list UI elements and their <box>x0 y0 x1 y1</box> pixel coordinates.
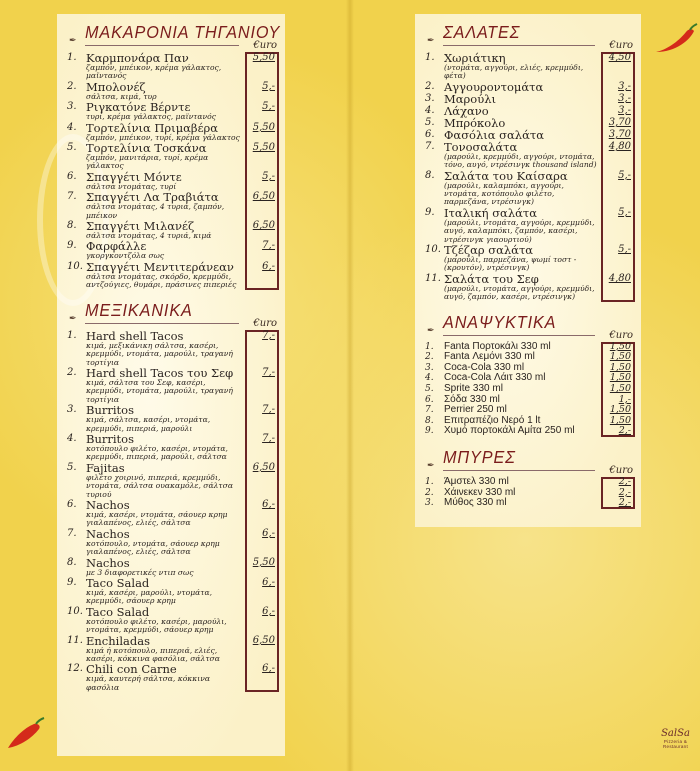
item-price: 1,50 <box>609 361 631 373</box>
menu-item <box>57 462 285 499</box>
section-title: ΜΑΚΑΡΟΝΙΑ ΤΗΓΑΝΙΟΥ <box>85 22 281 42</box>
item-price: 1,- <box>618 393 631 405</box>
item-price: 5,50 <box>252 142 275 154</box>
item-number: 3. <box>425 92 435 104</box>
item-price: 5,- <box>618 169 631 181</box>
item-price: 2,- <box>618 486 631 498</box>
item-number: 3. <box>67 404 77 416</box>
section-title: ΣΑΛΑΤΕΣ <box>443 22 521 42</box>
item-name: Ιταλική σαλάτα <box>444 205 537 220</box>
item-price: 7,- <box>262 240 275 252</box>
item-number: 6. <box>67 170 77 182</box>
menu-item <box>415 105 641 117</box>
item-number: 4. <box>425 104 435 116</box>
item-number: 2. <box>67 80 77 92</box>
pen-icon: ✒ <box>69 313 77 324</box>
item-description: κοτόπουλο φιλέτο, κασέρι, ντομάτα, κρεμμύδι, πιπεριά, μαρούλι, σάλτσα <box>86 443 228 462</box>
item-price: 7,- <box>262 404 275 416</box>
item-price: 3,- <box>618 92 631 104</box>
item-name: Coca-Cola 330 ml <box>444 361 525 373</box>
item-number: 2. <box>67 366 77 378</box>
item-price: 1,50 <box>609 372 631 384</box>
item-description: φιλέτο χοιρινό, πιπεριά, κρεμμύδι, ντομάτα, σάλτσα ουακαμόλε, σάλτσα τυριού <box>86 472 233 499</box>
item-number: 3. <box>425 362 434 373</box>
item-name: Taco Salad <box>86 576 150 590</box>
item-price: 1,50 <box>609 340 631 352</box>
item-price: 6,- <box>262 260 275 272</box>
menu-item <box>57 367 285 404</box>
item-price: 6,- <box>262 605 275 617</box>
item-description: σάλτσα, κιμά, τυρ <box>86 91 157 101</box>
divider <box>443 335 595 336</box>
item-name: Chili con Carne <box>86 662 177 677</box>
item-price: 5,- <box>262 170 275 182</box>
item-price: 2,- <box>618 497 631 509</box>
item-description: ζαμπόν, μανιτάρια, τυρί, κρέμα γάλακτος <box>86 153 209 171</box>
menu-item <box>57 528 285 557</box>
item-price: 5,50 <box>252 52 275 63</box>
item-name: Σπαγγέτι Μεντιτεράνεαν <box>86 259 234 274</box>
item-name: Μύθος 330 ml <box>444 497 507 509</box>
item-price: 6,- <box>262 498 275 510</box>
item-description: κιμά, σάλτσα, κασέρι, ντομάτα, κρεμμύδι, πιπεριά, μαρούλι <box>86 415 211 433</box>
menu-item <box>57 171 285 191</box>
item-name: Fajitas <box>86 460 125 475</box>
item-number: 1. <box>67 52 77 63</box>
section-header <box>57 22 285 52</box>
item-name: Τζέζαρ σαλάτα <box>444 243 534 258</box>
item-name: Χάινεκεν 330 ml <box>444 486 516 498</box>
menu-list <box>415 342 641 437</box>
menu-item <box>415 81 641 93</box>
pen-icon: ✒ <box>427 461 435 472</box>
item-name: Καρμπονάρα Παν <box>86 51 189 65</box>
menu-item <box>57 330 285 367</box>
item-name: Χωριάτικη <box>444 51 506 65</box>
item-name: Fanta Λεμόνι 330 ml <box>444 351 535 363</box>
item-description: κοτόπουλο φιλέτο, κασέρι, μαρούλι, ντομάτα, κρεμμύδι, σάουερ κρημ <box>86 616 227 635</box>
item-name: Άμστελ 330 ml <box>444 476 509 488</box>
item-description: (μαρούλι, κρεμμύδι, αγγούρι, ντομάτα, τόνο, αυγό, ντρέσινγκ thousand island) <box>444 151 597 170</box>
item-description: γκοργκοντζόλα σως <box>86 251 165 261</box>
item-price: 5,50 <box>252 556 275 568</box>
item-description: κιμά, κασέρι, ντομάτα, σάουερ κρημ γιαλαπένος, ελιές, σάλτσα <box>86 509 228 528</box>
section-header <box>415 22 641 52</box>
item-number: 10. <box>67 260 83 272</box>
item-name: Hard shell Tacos του Σεφ <box>86 365 234 380</box>
item-name: Ριγκατόνε Βέρντε <box>86 100 191 115</box>
item-description: σάλτσα ντομάτας, 4 τυριά, ζαμπόν, μπέικον <box>86 202 225 220</box>
item-name: Nachos <box>86 497 130 512</box>
logo-name: SalSa <box>661 728 690 739</box>
chili-pepper-icon <box>652 22 698 56</box>
menu-item <box>57 101 285 121</box>
item-price: 4,80 <box>608 272 631 284</box>
divider <box>443 470 595 471</box>
menu-item <box>57 240 285 260</box>
item-number: 9. <box>67 240 77 252</box>
item-number: 10. <box>67 605 83 617</box>
currency-label: €uro <box>609 465 633 477</box>
item-name: Burritos <box>86 403 134 418</box>
item-number: 8. <box>67 220 77 232</box>
item-number: 1. <box>67 329 77 341</box>
section-header <box>415 312 641 342</box>
item-number: 2. <box>425 487 434 498</box>
item-description: ζαμπόν, μπέικον, κρέμα γάλακτος, μαϊντανός <box>86 63 222 81</box>
item-name: Μπολονέζ <box>86 79 146 94</box>
section-header <box>57 300 285 330</box>
menu-item <box>415 244 641 273</box>
item-name: Sprite 330 ml <box>444 383 503 395</box>
item-name: Nachos <box>86 526 130 541</box>
item-name: Σπαγγέτι Μιλανέζ <box>86 219 195 234</box>
item-name: Nachos <box>86 555 130 570</box>
currency-label: €uro <box>253 317 277 329</box>
menu-item <box>57 52 285 81</box>
logo-tagline: Pizzeria & Restaurant <box>662 739 688 749</box>
menu-item <box>415 273 641 302</box>
item-name: Σπαγγέτι Λα Τραβιάτα <box>86 190 219 205</box>
item-description: (μαρούλι, ντομάτα, αγγούρι, κρεμμύδι, αυγό, καλαμπόκι, ζαμπόν, κασέρι, ντρέσινγκ γιαουρτιού) <box>444 217 595 244</box>
menu-item <box>415 93 641 105</box>
menu-item <box>415 498 641 509</box>
menu-item <box>415 117 641 129</box>
menu-item <box>57 220 285 240</box>
section-title: ΜΠΥΡΕΣ <box>443 447 516 468</box>
menu-item <box>415 170 641 207</box>
menu-item <box>57 191 285 220</box>
menu-section-beers <box>415 447 641 509</box>
item-price: 4,80 <box>608 140 631 152</box>
item-name: Μαρούλι <box>444 91 497 106</box>
item-description: κιμά, κασέρι, μαρούλι, ντομάτα, κρεμμύδι, σάουερ κρημ <box>86 588 213 606</box>
item-number: 1. <box>425 341 434 352</box>
menu-panel-right <box>415 14 641 527</box>
chili-pepper-icon <box>4 716 48 752</box>
item-name: Χυμό πορτοκάλι Αμίτα 250 ml <box>444 425 575 437</box>
item-name: Λάχανο <box>444 103 489 118</box>
menu-item <box>57 261 285 290</box>
item-price: 1,50 <box>609 404 631 416</box>
item-price: 7,- <box>262 329 275 341</box>
item-name: Fanta Πορτοκάλι 330 ml <box>444 340 551 352</box>
item-description: κιμά, καυτερή σάλτσα, κόκκινα φασόλια <box>86 674 210 692</box>
item-number: 8. <box>425 415 434 426</box>
item-price: 1,50 <box>609 383 631 395</box>
item-name: Σόδα 330 ml <box>444 393 500 405</box>
menu-panel-left <box>57 14 285 756</box>
item-description: (μαρούλι, παρμεζάνα, ψωμί τοστ - (κρουτόν), ντρέσινγκ) <box>444 255 577 273</box>
item-number: 5. <box>67 461 77 473</box>
menu-item <box>57 122 285 142</box>
item-description: (ντομάτα, αγγούρι, ελιές, κρεμμύδι, φέτα) <box>444 63 584 81</box>
item-number: 1. <box>425 52 435 63</box>
item-number: 6. <box>425 394 434 405</box>
menu-item <box>415 129 641 141</box>
item-description: κιμά, μεξικάνικη σάλτσα, κασέρι, κρεμμύδι, ντομάτα, μαρούλι, τραγανή τορτίγια <box>86 340 233 367</box>
item-price: 6,- <box>262 527 275 539</box>
item-number: 6. <box>425 128 435 140</box>
item-price: 6,- <box>262 663 275 675</box>
pen-icon: ✒ <box>427 325 435 336</box>
item-price: 6,50 <box>252 634 275 646</box>
item-name: Perrier 250 ml <box>444 404 507 416</box>
item-price: 5,50 <box>252 121 275 133</box>
currency-label: €uro <box>609 329 633 341</box>
menu-item <box>57 499 285 528</box>
item-price: 3,- <box>618 104 631 116</box>
menu-item <box>415 52 641 81</box>
item-number: 4. <box>67 432 77 444</box>
item-name: Burritos <box>86 431 134 446</box>
item-number: 3. <box>67 101 77 113</box>
item-name: Επιτραπέζιο Νερό 1 lt <box>444 414 541 426</box>
item-name: Μπρόκολο <box>444 115 506 130</box>
item-price: 6,50 <box>252 220 275 232</box>
menu-item <box>57 404 285 433</box>
item-name: Σαλάτα του Καίσαρα <box>444 168 568 183</box>
item-number: 7. <box>425 405 434 416</box>
menu-item <box>57 433 285 462</box>
item-name: Coca-Cola Λάιτ 330 ml <box>444 372 546 384</box>
item-name: Φαρφάλλε <box>86 239 147 254</box>
menu-item <box>57 557 285 577</box>
pen-icon: ✒ <box>69 36 77 46</box>
section-title: ΜΕΞΙΚΑΝΙΚΑ <box>85 299 193 320</box>
menu-item <box>415 207 641 244</box>
item-number: 2. <box>425 352 434 363</box>
item-number: 8. <box>425 169 435 181</box>
item-number: 4. <box>67 121 77 133</box>
item-description: κιμά, σάλτσα του Σεφ, κασέρι, κρεμμύδι, ντομάτα, μαρούλι, τραγανή τορτίγια <box>86 377 233 404</box>
menu-list <box>415 477 641 509</box>
item-name: Hard shell Tacos <box>86 328 184 343</box>
item-number: 7. <box>67 191 77 203</box>
item-description: τυρί, κρέμα γάλακτος, μαϊντανός <box>86 112 216 122</box>
item-number: 2. <box>425 80 435 92</box>
item-name: Σπαγγέτι Μόντε <box>86 169 182 184</box>
menu-item <box>57 81 285 101</box>
item-number: 4. <box>425 373 434 384</box>
item-name: Τορτελίνια Πριμαβέρα <box>86 120 219 135</box>
menu-item <box>415 426 641 437</box>
item-price: 7,- <box>262 432 275 444</box>
menu-section-soft-drinks <box>415 312 641 437</box>
item-number: 8. <box>67 556 77 568</box>
section-title: ΑΝΑΨΥΚΤΙΚΑ <box>443 311 557 332</box>
item-number: 12. <box>67 663 83 675</box>
item-name: Enchiladas <box>86 633 150 648</box>
item-number: 1. <box>425 477 434 488</box>
item-price: 5,- <box>618 206 631 218</box>
menu-item <box>57 663 285 692</box>
item-price: 3,70 <box>608 116 631 128</box>
menu-item <box>57 606 285 635</box>
menu-list <box>57 52 285 290</box>
item-description: κοτόπουλο, ντομάτα, σάουερ κρημ γιαλαπένος, ελιές, σάλτσα <box>86 538 220 557</box>
item-name: Φασόλια σαλάτα <box>444 127 544 142</box>
item-name: Taco Salad <box>86 604 150 619</box>
item-number: 5. <box>425 116 435 128</box>
item-number: 6. <box>67 498 77 510</box>
divider <box>85 323 239 324</box>
divider <box>443 45 595 46</box>
item-price: 4,50 <box>608 52 631 63</box>
restaurant-logo <box>651 728 700 749</box>
item-number: 9. <box>67 577 77 588</box>
item-price: 1,50 <box>609 414 631 426</box>
item-description: με 3 διαφορετικές ντιπ σως <box>86 567 194 577</box>
item-price: 6,50 <box>252 191 275 203</box>
item-price: 3,70 <box>608 128 631 140</box>
menu-list <box>415 52 641 302</box>
item-price: 6,50 <box>252 461 275 473</box>
item-price: 5,- <box>262 101 275 113</box>
item-number: 11. <box>67 634 83 646</box>
item-name: Τορτελίνια Τοσκάνα <box>86 141 207 156</box>
item-price: 7,- <box>262 366 275 378</box>
item-description: σάλτσα ντομάτας, τυρί <box>86 181 177 191</box>
item-description: κιμά ή κοτόπουλο, πιπεριά, ελιές, κασέρι, κόκκινα φασόλια, σάλτσα <box>86 645 220 664</box>
item-number: 11. <box>425 272 441 284</box>
menu-item <box>415 141 641 170</box>
item-price: 3,- <box>618 80 631 92</box>
item-number: 3. <box>425 498 434 509</box>
item-number: 7. <box>67 527 77 539</box>
menu-section-salads <box>415 22 641 302</box>
item-number: 5. <box>425 384 434 395</box>
item-number: 9. <box>425 426 434 437</box>
item-number: 9. <box>425 206 435 218</box>
item-description: (μαρούλι, ντομάτα, αγγούρι, κρεμμύδι, αυγό, ζαμπόν, κασέρι, ντρέσινγκ) <box>444 283 595 302</box>
divider <box>85 45 239 46</box>
pen-icon: ✒ <box>427 36 435 46</box>
item-name: Τονοσαλάτα <box>444 139 518 154</box>
item-price: 1,50 <box>609 351 631 363</box>
item-number: 10. <box>425 244 441 256</box>
currency-label: €uro <box>253 40 277 51</box>
menu-list <box>57 330 285 693</box>
item-number: 7. <box>425 140 435 152</box>
item-price: 5,- <box>618 244 631 256</box>
item-price: 6,- <box>262 577 275 588</box>
menu-item <box>57 635 285 664</box>
item-name: Αγγουροντομάτα <box>444 79 544 94</box>
item-description: σάλτσα ντομάτας, σκόρδο, κρεμμύδι, αντζούγιες, θυμάρι, πράσινες πιπεριές <box>86 271 237 290</box>
item-description: (μαρούλι, καλαμπόκι, αγγούρι, ντομάτα, κοτόπουλο φιλέτο, παρμεζάνα, ντρέσινγκ) <box>444 180 564 207</box>
menu-item <box>57 142 285 171</box>
item-description: σάλτσα ντομάτας, 4 τυριά, κιμά <box>86 231 212 241</box>
item-description: ζαμπόν, μπέικον, τυρί, κρέμα γάλακτος <box>86 132 240 142</box>
item-price: 2,- <box>618 425 631 437</box>
menu-section-pasta <box>57 22 285 290</box>
currency-label: €uro <box>609 40 633 51</box>
page-fold <box>346 0 354 771</box>
item-number: 5. <box>67 142 77 154</box>
section-header <box>415 447 641 477</box>
menu-item <box>57 577 285 606</box>
item-name: Σαλάτα του Σεφ <box>444 271 539 286</box>
item-price: 2,- <box>618 476 631 488</box>
menu-section-mexican <box>57 300 285 693</box>
item-price: 5,- <box>262 80 275 92</box>
